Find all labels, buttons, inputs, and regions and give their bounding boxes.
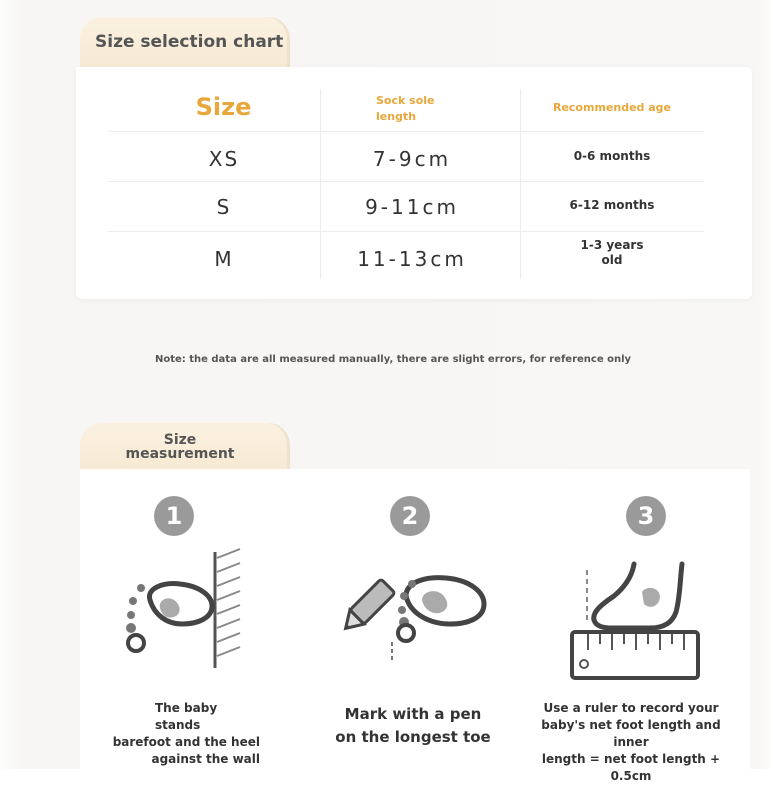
header-sole-line1: Sock sole: [376, 94, 435, 107]
step-2-line2: on the longest toe: [335, 728, 491, 746]
row-s-length: 9-11cm: [365, 195, 459, 219]
header-recommended-age: Recommended age: [552, 101, 672, 114]
foot-against-wall-icon: [120, 548, 244, 670]
size-chart-tab: [80, 17, 287, 67]
step-3-line1: Use a ruler to record your: [543, 701, 719, 715]
header-sole-line2: length: [376, 110, 417, 123]
row-m-age: [536, 238, 688, 268]
step-1-number: 1: [154, 496, 194, 536]
row-s-size: S: [216, 195, 232, 219]
measurement-title-line2: measurement: [125, 446, 235, 462]
step-1-line3: against the wall: [151, 752, 260, 766]
step-1-line1: The baby stands: [155, 701, 218, 732]
table-divider: [520, 89, 521, 279]
row-m-age-line2: old: [601, 253, 623, 267]
size-chart-title: Size selection chart: [95, 32, 284, 52]
step-2-line1: Mark with a pen: [344, 705, 482, 723]
step-3-line2: baby's net foot length and inner: [541, 718, 721, 749]
row-xs-size: XS: [208, 147, 240, 171]
size-measurement-tab: [80, 423, 287, 469]
table-divider: [108, 131, 704, 132]
table-divider: [108, 231, 704, 232]
step-1-line2: barefoot and the heel: [112, 735, 260, 749]
step-2-number: 2: [390, 496, 430, 536]
step-3-number: 3: [626, 496, 666, 536]
row-xs-length: 7-9cm: [372, 147, 452, 171]
step-2-text: [323, 703, 503, 749]
table-divider: [108, 181, 704, 182]
step-3-line3: length = net foot length + 0.5cm: [541, 752, 721, 783]
row-m-length: 11-13cm: [357, 247, 467, 271]
measurement-title-line1: Size: [163, 432, 197, 448]
foot-on-ruler-icon: [566, 556, 706, 684]
size-table: [76, 67, 752, 299]
step-1-text: [110, 700, 260, 768]
pen-marking-toe-icon: [334, 570, 494, 670]
table-divider: [320, 89, 321, 279]
row-xs-age: 0-6 months: [573, 149, 651, 163]
row-s-age: 6-12 months: [569, 198, 655, 212]
row-m-size: M: [214, 247, 234, 271]
header-sole-length: [376, 93, 456, 125]
header-size: Size: [195, 93, 252, 121]
row-m-age-line1: 1-3 years: [580, 238, 644, 252]
step-3-text: [528, 700, 734, 785]
measurement-note: Note: the data are all measured manually, there are slight errors, for reference only: [154, 354, 632, 365]
